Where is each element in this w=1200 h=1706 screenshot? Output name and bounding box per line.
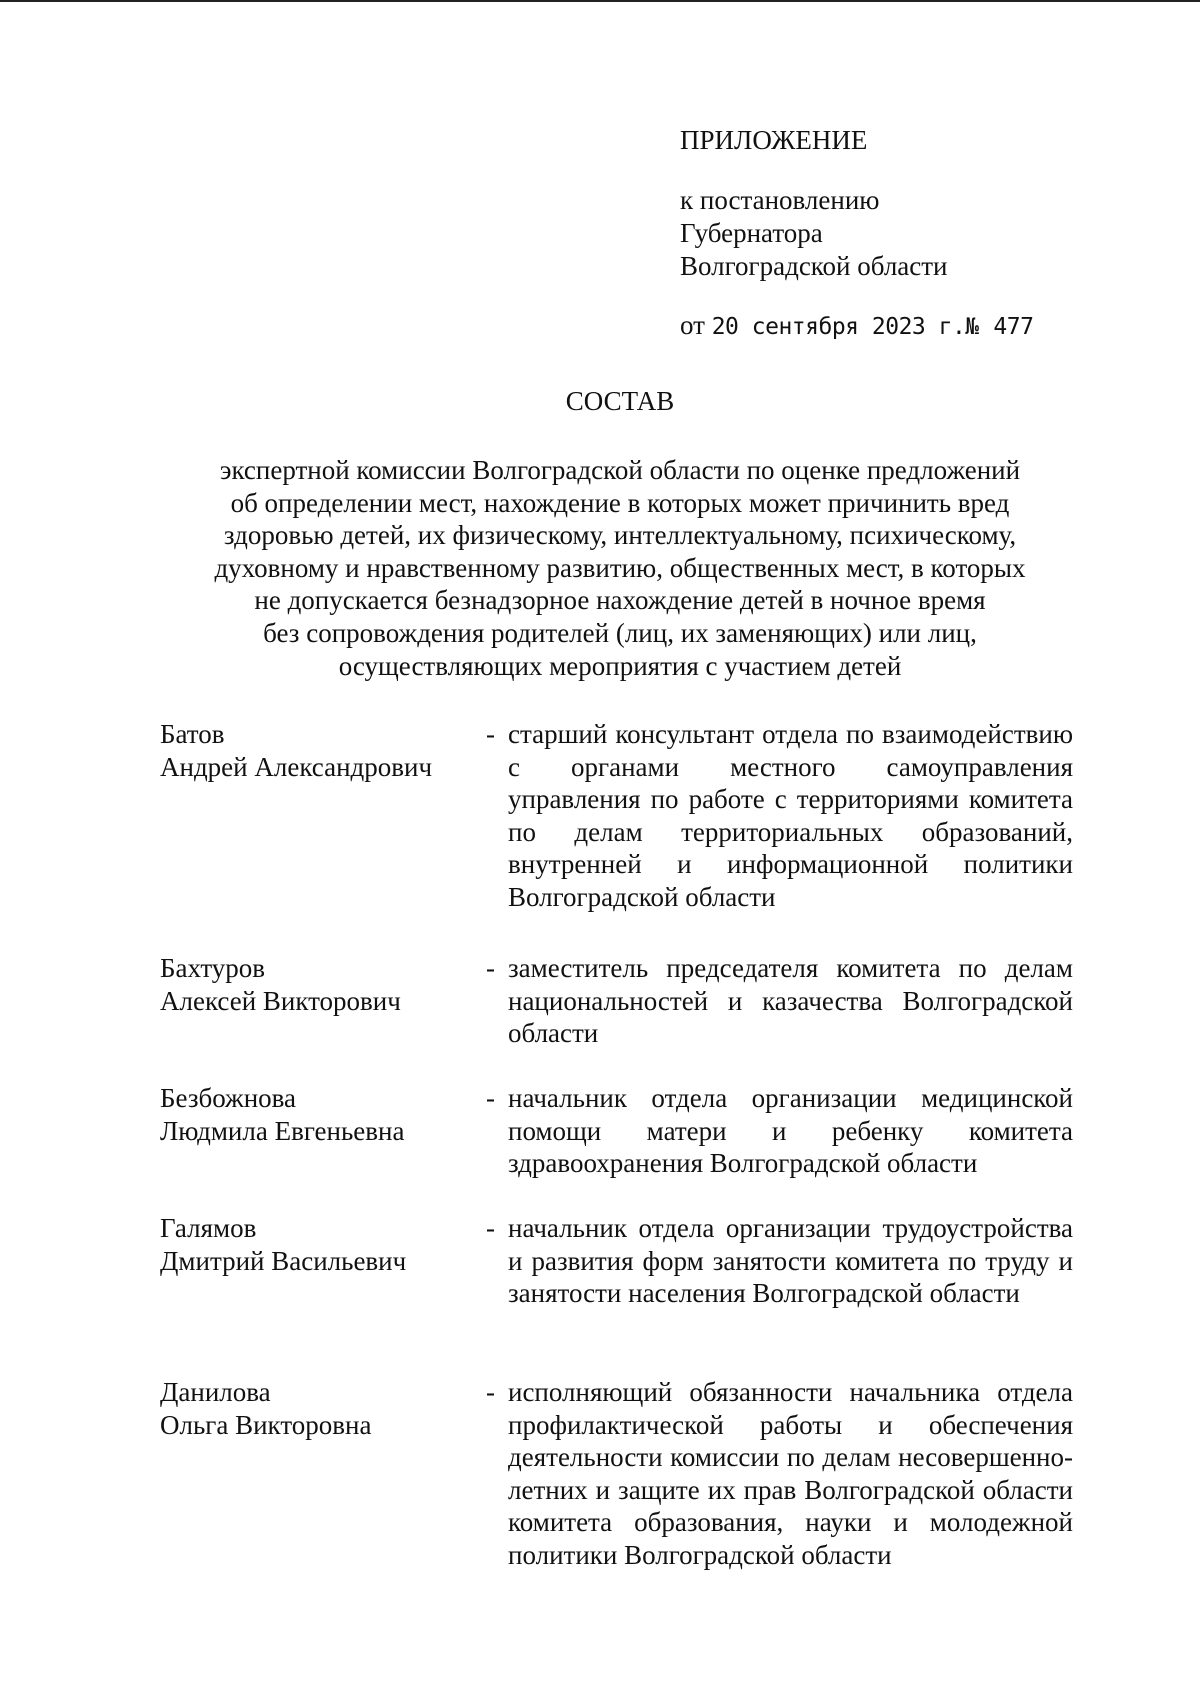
subtitle-line: об определении мест, нахождение в которых может причинить вред xyxy=(230,487,1010,518)
appendix-line: Губернатора xyxy=(680,218,823,248)
subtitle-line: не допускается безнадзорное нахождение детей в ночное время xyxy=(254,585,986,616)
member-role: начальник отдела организации медицинской помощи матери и ребенку комитета здравоохранения Волгоградской области xyxy=(508,1083,1073,1179)
member-role: старший консультант отдела по взаимодействию с органами местного самоуправления управления по работе с территориями комитета по делам территориальных образований, внутренней и информационной политики Волгоградской области xyxy=(508,719,1073,912)
member-role: исполняющий обязанности начальника отдела профилактической работы и обеспечения деятельности комиссии по делам несовершеннолетних и защите их прав Волгоградской области комитета образования, науки и молодежной политики Волгоградской области xyxy=(508,1377,1073,1570)
member-name xyxy=(160,1082,480,1147)
appendix-line: к постановлению xyxy=(680,185,880,215)
member-dash: - xyxy=(486,1083,495,1113)
member-name xyxy=(160,1212,480,1277)
member-given-names: Андрей Александрович xyxy=(160,751,433,782)
scan-edge-line xyxy=(0,0,1200,2)
member-surname: Галямов xyxy=(160,1213,257,1243)
appendix-line: Волгоградской области xyxy=(680,251,948,281)
member-given-names: Дмитрий Васильевич xyxy=(160,1245,407,1276)
appendix-title: ПРИЛОЖЕНИЕ xyxy=(680,125,868,155)
member-dash: - xyxy=(486,953,495,983)
document-heading: СОСТАВ xyxy=(565,386,675,416)
member-dash: - xyxy=(486,1377,495,1407)
member-surname: Данилова xyxy=(160,1377,271,1407)
member-dash: - xyxy=(486,719,495,749)
date-prefix: от xyxy=(680,310,705,340)
member-role: начальник отдела организации трудоустройства и развития форм занятости комитета по труду и занятости населения Волгоградской области xyxy=(508,1213,1073,1309)
member-role: заместитель председателя комитета по делам национальностей и казачества Волгоградской области xyxy=(508,953,1073,1049)
subtitle-line: без сопровождения родителей (лиц, их заменяющих) или лиц, xyxy=(263,617,977,648)
member-name xyxy=(160,1376,480,1441)
member-given-names: Алексей Викторович xyxy=(160,985,401,1016)
member-name xyxy=(160,952,480,1017)
decree-date: 20 сентября 2023 г.№ xyxy=(711,314,979,340)
member-surname: Батов xyxy=(160,719,225,749)
member-given-names: Ольга Викторовна xyxy=(160,1409,372,1440)
appendix-block xyxy=(680,124,1033,343)
member-surname: Безбожнова xyxy=(160,1083,297,1113)
subtitle-line: здоровью детей, их физическому, интеллектуальному, психическому, xyxy=(223,520,1017,551)
decree-number: 477 xyxy=(993,314,1034,340)
subtitle-line: духовному и нравственному развитию, общественных мест, в которых xyxy=(214,552,1026,583)
subtitle-line: экспертной комиссии Волгоградской области по оценке предложений xyxy=(219,455,1021,485)
subtitle-line: осуществляющих мероприятия с участием детей xyxy=(338,650,902,681)
member-surname: Бахтуров xyxy=(160,953,266,983)
document-subtitle xyxy=(190,454,1050,682)
member-name xyxy=(160,718,480,783)
member-dash: - xyxy=(486,1213,495,1243)
appendix-date-line xyxy=(680,309,1033,343)
member-given-names: Людмила Евгеньевна xyxy=(160,1115,405,1146)
